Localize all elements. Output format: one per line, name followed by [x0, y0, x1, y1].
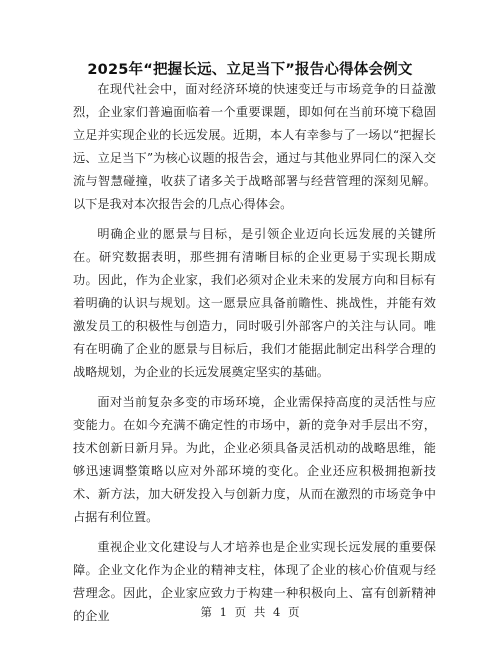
paragraph-intro: 在现代社会中，面对经济环境的快速变迁与市场竞争的日益激烈，企业家们普遍面临着一个重要课题，即如何在当前环境下稳固立足并实现企业的长远发展。近期，本人有幸参与了一场以“把握长远、立足当下”为核心议题的报告会，通过与其他业界同仁的深入交流与智慧碰撞，收获了诸多关于战略部署与经营管理的深刻见解。以下是我对本次报告会的几点心得体会。 — [73, 82, 436, 211]
document-title: 2025年“把握长远、立足当下”报告心得体会例文 — [87, 62, 413, 78]
paragraph-culture: 重视企业文化建设与人才培养也是企业实现长远发展的重要保障。企业文化作为企业的精神支柱，体现了企业的核心价值观与经营理念。因此，企业家应致力于构建一种积极向上、富有创新精神的企业 — [73, 540, 436, 623]
paragraph-flexibility: 面对当前复杂多变的市场环境，企业需保持高度的灵活性与应变能力。在如今充满不确定性的市场中，新的竞争对手层出不穷，技术创新日新月异。为此，企业必须具备灵活机动的战略思维，能够迅速调整策略以应对外部环境的变化。企业还应积极拥抱新技术、新方法，加大研发投入与创新力度，从而在激烈的市场竞争中占据有利位置。 — [73, 395, 436, 524]
paragraph-vision: 明确企业的愿景与目标，是引领企业迈向长远发展的关键所在。研究数据表明，那些拥有清晰目标的企业更易于实现长期成功。因此，作为企业家，我们必须对企业未来的发展方向和目标有着明确的认识与规划。这一愿景应具备前瞻性、挑战性，并能有效激发员工的积极性与创造力，同时吸引外部客户的关注与认同。唯有在明确了企业的愿景与目标后，我们才能据此制定出科学合理的战略规划，为企业的长远发展奠定坚实的基础。 — [73, 227, 436, 379]
page-number-footer: 第 1 页 共 4 页 — [200, 605, 300, 619]
document-body — [73, 78, 436, 635]
